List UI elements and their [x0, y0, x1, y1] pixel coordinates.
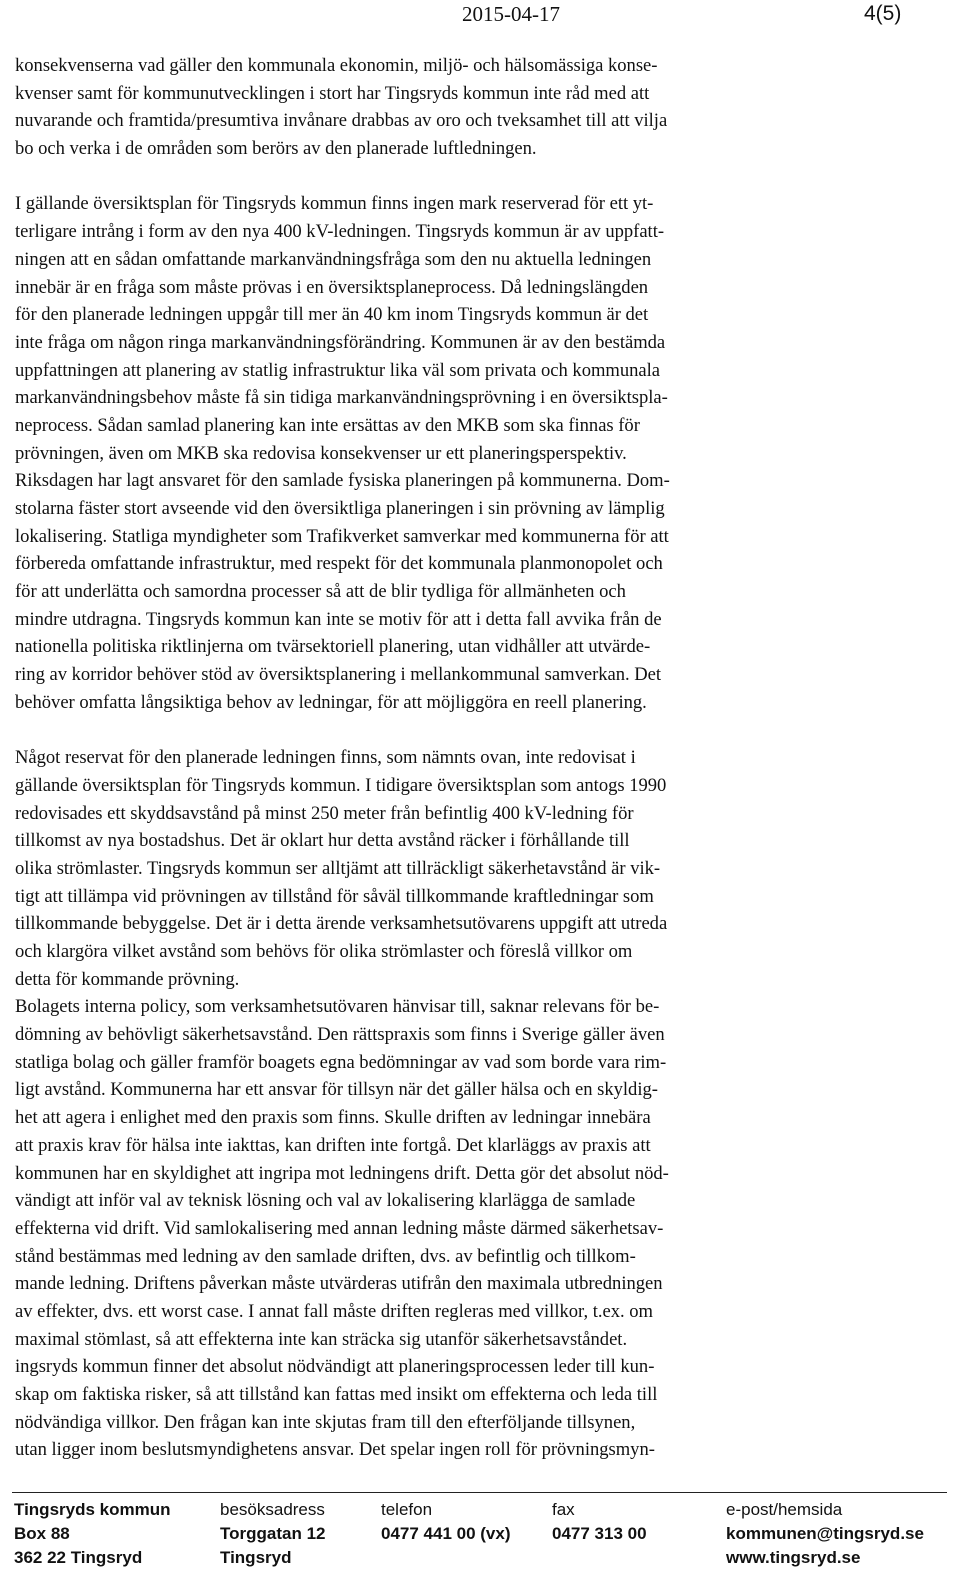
footer-email[interactable]: kommunen@tingsryd.se	[726, 1524, 924, 1543]
footer-visiting-address-label: besöksadress	[220, 1500, 325, 1519]
footer-postal-box: Box 88	[14, 1524, 70, 1543]
body-text-line: markanvändningsbehov måste få sin tidiga markanvändningsprövning i en översiktspla-	[15, 387, 668, 409]
document-body	[15, 52, 945, 1464]
body-text-line: och klargöra vilket avstånd som behövs för olika strömlaster och föreslå villkor om	[15, 941, 633, 962]
body-text-line: tillkommande bebyggelse. Det är i detta ärende verksamhetsutövarens uppgift att utreda	[15, 913, 668, 935]
body-text-line: ningen att en sådan omfattande markanvändningsfråga som den nu aktuella ledningen	[15, 248, 652, 270]
body-text-line: stånd bestämmas med ledning av den samlade driften, dvs. av befintlig och tillkom-	[15, 1245, 636, 1267]
body-text-line: olika strömlaster. Tingsryds kommun ser alltjämt att tillräckligt säkerhetavstånd är vik-	[15, 857, 661, 879]
body-text-line: prövningen, även om MKB ska redovisa konsekvenser ur ett planeringsperspektiv.	[15, 442, 627, 464]
footer-visiting-street: Torggatan 12	[220, 1524, 326, 1543]
body-text-line: mindre utdragna. Tingsryds kommun kan inte se motiv för att i detta fall avvika från de	[15, 608, 662, 630]
body-text-line: stolarna fäster stort avseende vid den översiktliga planeringen i sin prövning av lämplig	[15, 498, 665, 519]
footer-website[interactable]: www.tingsryd.se	[726, 1548, 861, 1567]
body-text-line: terligare intrång i form av den nya 400 kV-ledningen. Tingsryds kommun är av uppfatt-	[15, 221, 665, 243]
body-text-line: inte fråga om någon ringa markanvändningsförändring. Kommunen är av den bestämda	[15, 331, 666, 353]
body-text-line: innebär är en fråga som måste prövas i en översiktsplaneprocess. Då ledningslängden	[15, 276, 649, 298]
body-text-line: Bolagets interna policy, som verksamhetsutövaren hänvisar till, saknar relevans för be-	[15, 996, 660, 1018]
paragraph-gap	[15, 717, 945, 745]
footer-postal-city: 362 22 Tingsryd	[14, 1548, 143, 1567]
footer-contact-label: e-post/hemsida	[726, 1500, 843, 1519]
body-text-line: redovisades ett skyddsavstånd på minst 250 meter från befintlig 400 kV-ledning för	[15, 802, 634, 824]
body-text-line: lokalisering. Statliga myndigheter som Trafikverket samverkar med kommunerna för att	[15, 525, 669, 547]
body-text-line: nödvändiga villkor. Den frågan kan inte skjutas fram till den efterföljande tillsynen,	[15, 1411, 636, 1433]
body-text-line: ingsryds kommun finner det absolut nödvändigt att planeringsprocessen leder till kun-	[15, 1356, 655, 1378]
document-date: 2015-04-17	[462, 2, 560, 26]
body-text-line: bo och verka i de områden som berörs av den planerade luftledningen.	[15, 138, 537, 160]
body-text-line: tigt att tillämpa vid prövningen av tillstånd för såväl tillkommande kraftledningar som	[15, 885, 654, 907]
body-text-line: I gällande översiktsplan för Tingsryds kommun finns ingen mark reserverad för ett yt-	[15, 193, 654, 215]
body-text-line: nuvarande och framtida/presumtiva invånare drabbas av oro och tveksamhet till att vilja	[15, 110, 668, 132]
page-number: 4(5)	[864, 2, 902, 25]
footer-phone-number: 0477 441 00 (vx)	[381, 1524, 511, 1543]
body-text-line: av effekter, dvs. ett worst case. I annat fall måste driften regleras med villkor, t.ex. om	[15, 1300, 653, 1322]
body-text-line: vändigt att inför val av teknisk lösning och val av lokalisering klarlägga de samlade	[15, 1190, 636, 1212]
body-text-line: Riksdagen har lagt ansvaret för den samlade fysiska planeringen på kommunerna. Dom-	[15, 470, 670, 492]
body-text-line: kommunen har en skyldighet att ingripa mot ledningens drift. Detta gör det absolut nöd-	[15, 1162, 669, 1184]
body-text-line: neprocess. Sådan samlad planering kan inte ersättas av den MKB som ska finnas för	[15, 414, 640, 436]
body-text-line: ligt avstånd. Kommunerna har ett ansvar för tillsyn när det gäller hälsa och en skyldig-	[15, 1079, 658, 1101]
footer-phone-label: telefon	[381, 1500, 433, 1519]
body-text-line: statliga bolag och gäller framför boagets egna bedömningar av vad som borde vara rim-	[15, 1051, 667, 1073]
body-text-line: dömning av behövligt säkerhetsavstånd. Den rättspraxis som finns i Sverige gäller även	[15, 1024, 665, 1046]
footer-column-phone	[381, 1498, 511, 1546]
paragraph-gap	[15, 163, 945, 191]
body-text-line: het att agera i enlighet med den praxis som finns. Skulle driften av ledningar innebära	[15, 1107, 651, 1129]
body-text-line: mande ledning. Driftens påverkan måste utvärderas utifrån den maximala utbredningen	[15, 1273, 663, 1295]
page-footer	[0, 1498, 960, 1584]
body-text-line: maximal stömlast, så att effekterna inte kan sträcka sig utanför säkerhetsavståndet.	[15, 1328, 628, 1350]
body-text-line: behöver omfatta långsiktiga behov av ledningar, för att möjliggöra en reell planering.	[15, 691, 647, 713]
body-text-line: för att underlätta och samordna processer så att de blir tydliga för allmänheten och	[15, 581, 626, 603]
footer-column-contact	[726, 1498, 924, 1570]
body-text-line: skap om faktiska risker, så att tillstånd kan fattas med insikt om effekterna och leda till	[15, 1384, 658, 1405]
body-text-line: att praxis krav för hälsa inte iakttas, kan driften inte fortgå. Det klarläggs av praxis att	[15, 1134, 651, 1156]
body-text-line: nationella politiska riktlinjerna om tvärsektoriell planering, utan vidhåller att utvärde-	[15, 636, 651, 658]
footer-fax-label: fax	[552, 1500, 575, 1519]
footer-column-fax	[552, 1498, 647, 1546]
footer-municipality-name: Tingsryds kommun	[14, 1500, 171, 1519]
body-text-line: utan ligger inom beslutsmyndighetens ansvar. Det spelar ingen roll för prövningsmyn-	[15, 1439, 655, 1461]
page-header	[0, 0, 960, 34]
body-text-line: konsekvenserna vad gäller den kommunala ekonomin, miljö- och hälsomässiga konse-	[15, 55, 658, 76]
body-text-line: kvenser samt för kommunutvecklingen i stort har Tingsryds kommun inte råd med att	[15, 82, 650, 104]
body-text-line: Något reservat för den planerade ledningen finns, som nämnts ovan, inte redovisat i	[15, 747, 636, 769]
body-text-line: tillkomst av nya bostadshus. Det är oklart hur detta avstånd räcker i förhållande till	[15, 830, 630, 852]
footer-visiting-city: Tingsryd	[220, 1548, 292, 1567]
body-text-line: uppfattningen att planering av statlig infrastruktur lika väl som privata och kommunala	[15, 359, 660, 381]
footer-column-municipality	[14, 1498, 171, 1570]
footer-fax-number: 0477 313 00	[552, 1524, 647, 1543]
body-text-line: gällande översiktsplan för Tingsryds kommun. I tidigare översiktsplan som antogs 1990	[15, 774, 667, 796]
body-text-line: ring av korridor behöver stöd av översiktsplanering i mellankommunal samverkan. Det	[15, 664, 662, 686]
body-text-line: förbereda omfattande infrastruktur, med respekt för det kommunala planmonopolet och	[15, 553, 663, 575]
footer-divider	[12, 1492, 947, 1493]
body-text-line: detta för kommande prövning.	[15, 968, 240, 990]
body-text-line: för den planerade ledningen uppgår till mer än 40 km inom Tingsryds kommun är det	[15, 304, 649, 326]
footer-column-visiting-address	[220, 1498, 325, 1570]
body-text-line: effekterna vid drift. Vid samlokalisering med annan ledning måste därmed säkerhetsav-	[15, 1217, 664, 1239]
